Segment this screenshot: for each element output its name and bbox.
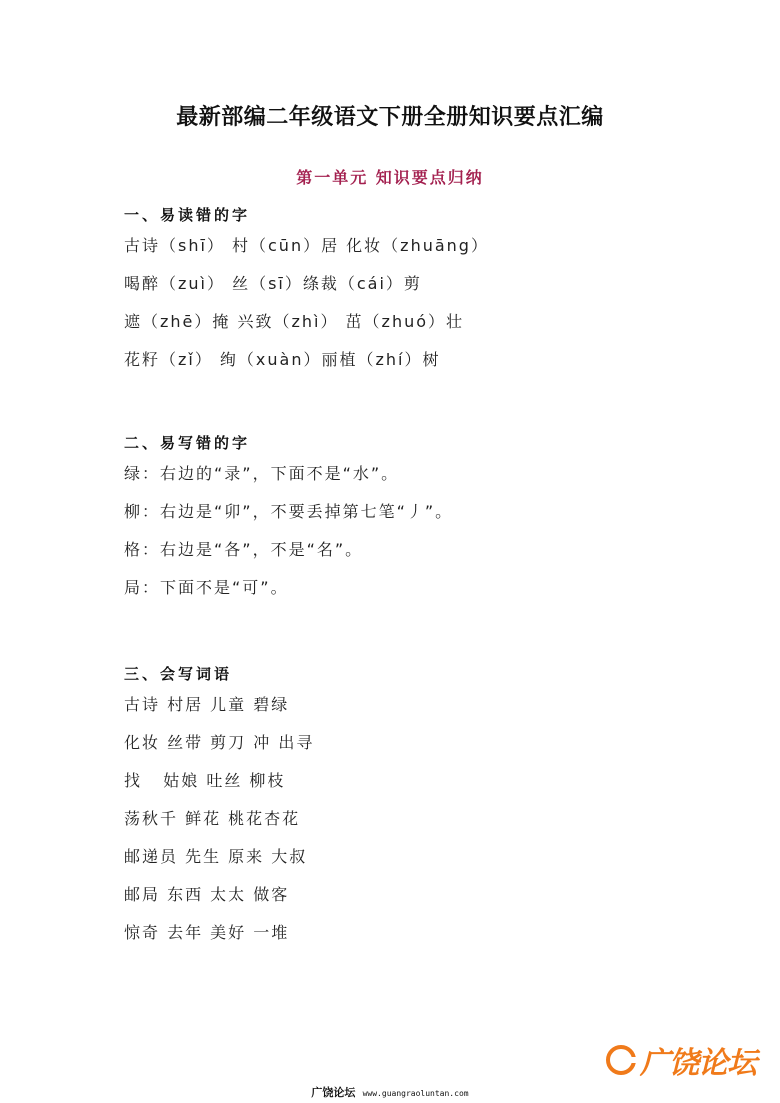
text-line: 局：下面不是“可”。 xyxy=(124,578,289,597)
watermark-text: 广饶论坛 xyxy=(640,1046,756,1081)
text-line: 柳：右边是“卯”，不要丢掉第七笔“丿”。 xyxy=(124,502,454,521)
text-line: 古诗（shī） 村（cūn）居 化妆（zhuāng） xyxy=(124,236,489,255)
text-line: 惊奇 去年 美好 一堆 xyxy=(124,923,290,942)
unit-title: 第一单元 知识要点归纳 xyxy=(296,168,484,187)
section-heading: 一、易读错的字 xyxy=(124,206,251,224)
text-line: 邮局 东西 太太 做客 xyxy=(124,885,290,904)
text-line: 绿：右边的“录”，下面不是“水”。 xyxy=(124,464,400,483)
text-line: 找 姑娘 吐丝 柳枝 xyxy=(124,771,286,790)
page-footer xyxy=(0,1084,780,1100)
text-line: 古诗 村居 儿童 碧绿 xyxy=(124,695,290,714)
text-line: 花籽（zǐ） 绚（xuàn）丽植（zhí）树 xyxy=(124,350,441,369)
section-words-to-write xyxy=(124,663,314,957)
footer-site-url: www.guangraoluntan.com xyxy=(362,1089,469,1098)
text-line: 遮（zhē）掩 兴致（zhì） 茁（zhuó）壮 xyxy=(124,312,465,331)
text-line: 喝醉（zuì） 丝（sī）绦裁（cái）剪 xyxy=(124,274,422,293)
section-heading: 三、会写词语 xyxy=(124,665,233,683)
text-line: 荡秋千 鲜花 桃花杏花 xyxy=(124,809,301,828)
section-easy-to-miswrite xyxy=(124,432,453,612)
text-line: 邮递员 先生 原来 大叔 xyxy=(124,847,308,866)
g-circle-logo-icon xyxy=(606,1045,636,1075)
footer-site-name: 广饶论坛 xyxy=(311,1086,356,1099)
section-easy-to-misread xyxy=(124,204,489,384)
text-line: 化妆 丝带 剪刀 冲 出寻 xyxy=(124,733,315,752)
text-line: 格：右边是“各”，不是“名”。 xyxy=(124,540,364,559)
document-title: 最新部编二年级语文下册全册知识要点汇编 xyxy=(176,105,604,130)
watermark xyxy=(606,1040,756,1080)
section-heading: 二、易写错的字 xyxy=(124,434,251,452)
